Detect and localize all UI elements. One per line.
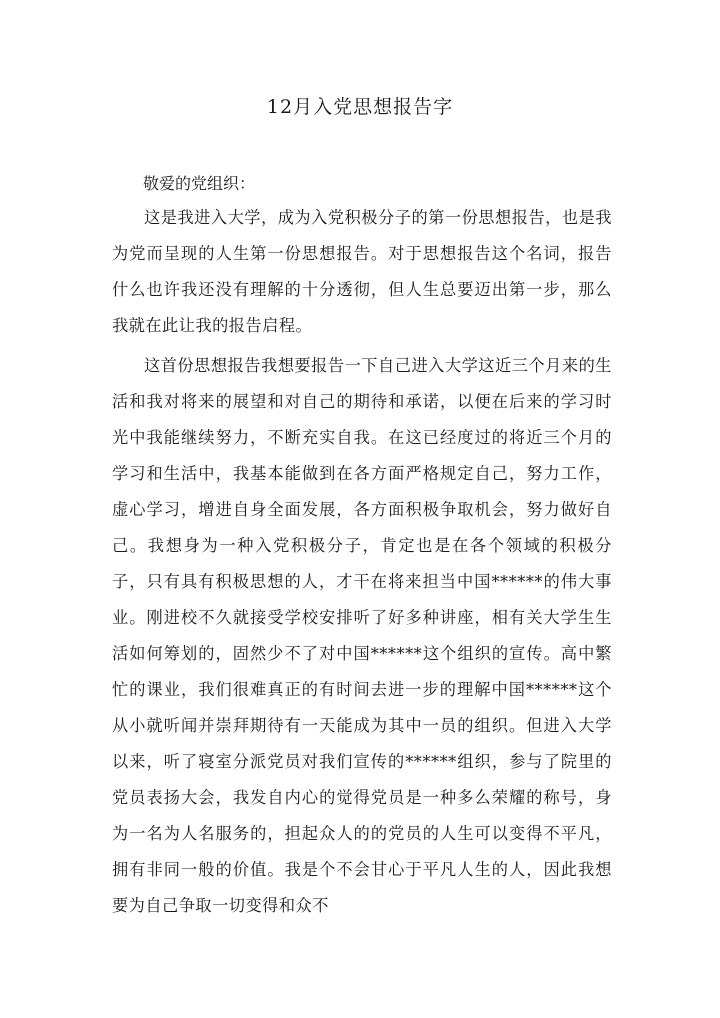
body-paragraph-1: 这是我进入大学，成为入党积极分子的第一份思想报告，也是我为党而呈现的人生第一份思想报告。对于思想报告这个名词，报告什么也许我还没有理解的十分透彻，但人生总要迈出第一步，那么我就在此让我的报告启程。 — [112, 208, 612, 335]
salutation: 敬爱的党组织： — [143, 174, 256, 193]
document-body — [112, 200, 612, 924]
body-paragraph-2: 这首份思想报告我想要报告一下自己进入大学这近三个月来的生活和我对将来的展望和对自己的期待和承诺，以便在后来的学习时光中我能继续努力，不断充实自我。在这已经度过的将近三个月的学习和生活中，我基本能做到在各方面严格规定自己，努力工作，虚心学习，增进自身全面发展，各方面积极争取机会，努力做好自己。我想身为一种入党积极分子，肯定也是在各个领域的积极分子，只有具有积极思想的人，才干在将来担当中国******的伟大事业。刚进校不久就接受学校安排听了好多种讲座，相有关大学生生活如何筹划的，固然少不了对中国******这个组织的宣传。高中繁忙的课业，我们很难真正的有时间去进一步的理解中国******这个从小就听闻并崇拜期待有一天能成为其中一员的组织。但进入大学以来，听了寝室分派党员对我们宣传的******组织，参与了院里的党员表扬大会，我发自内心的觉得党员是一种多么荣耀的称号，身为一名为人名服务的，担起众人的的党员的人生可以变得不平凡，拥有非同一般的价值。我是个不会甘心于平凡人生的人，因此我想要为自己争取一切变得和众不 — [112, 356, 612, 915]
document-title: 12月入党思想报告字 — [266, 96, 454, 118]
